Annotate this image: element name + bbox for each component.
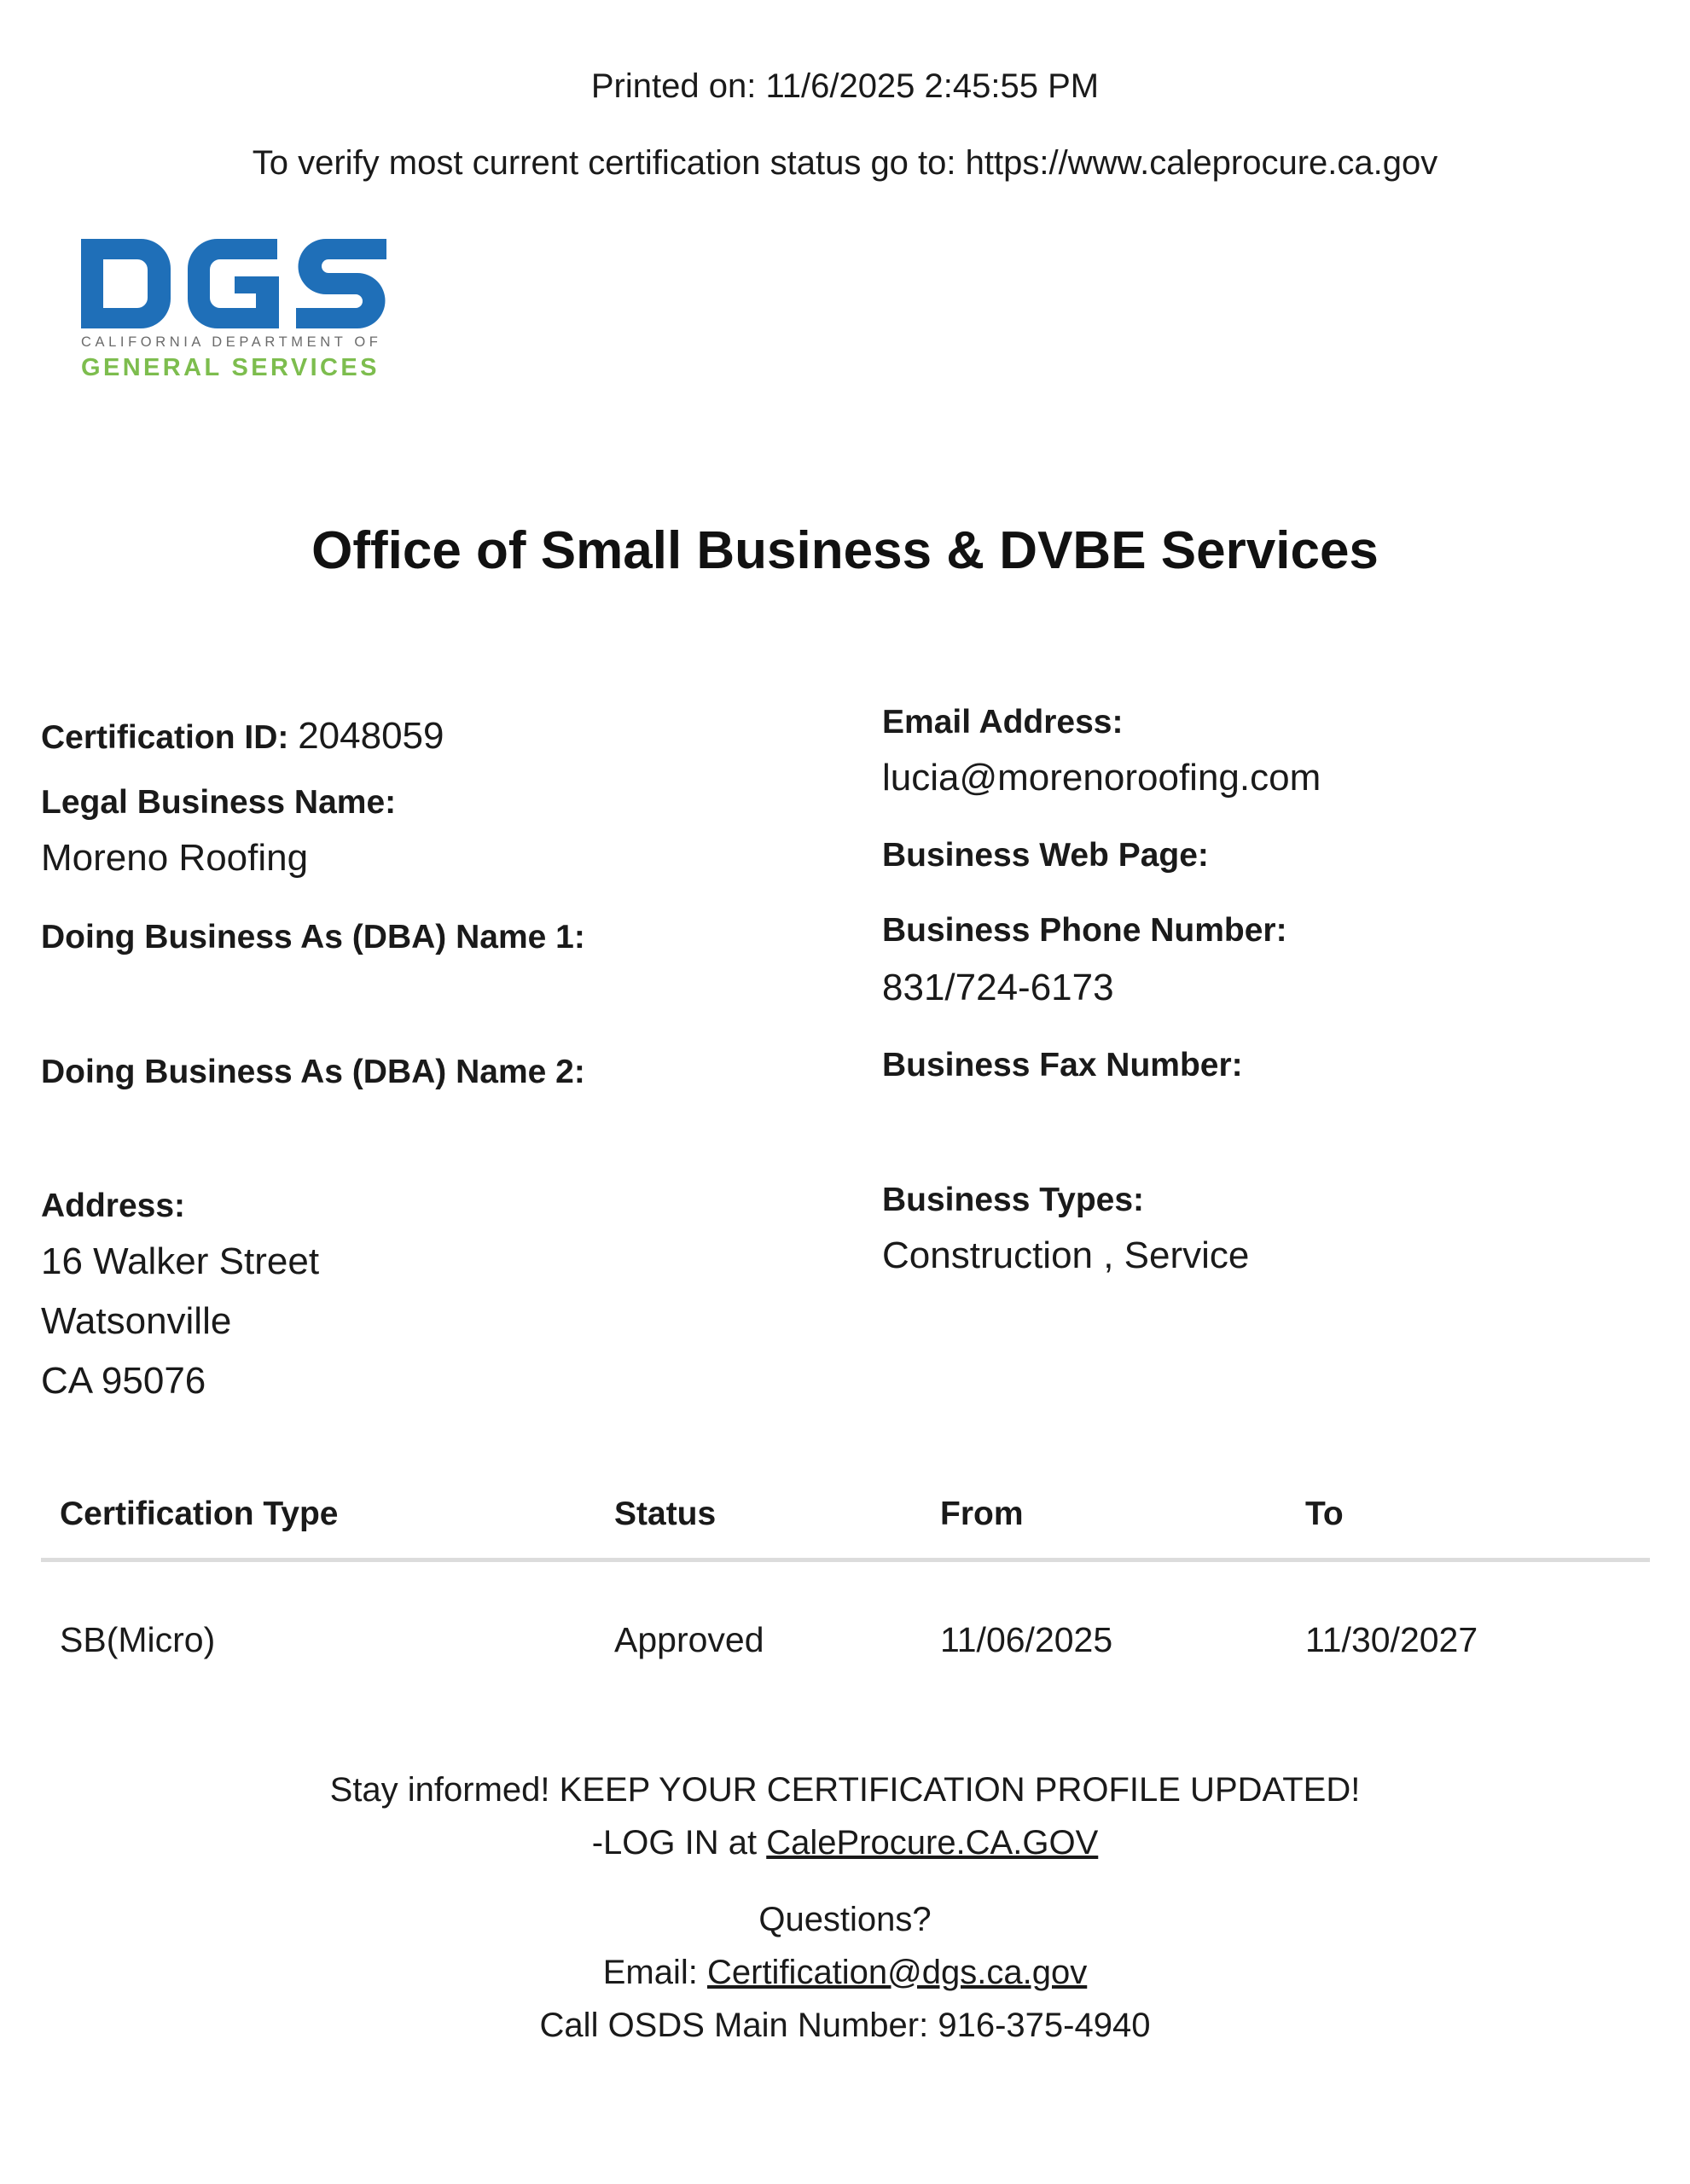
address-line3: CA 95076 xyxy=(41,1360,206,1402)
cell-type: SB(Micro) xyxy=(60,1620,216,1659)
email-prefix: Email: xyxy=(602,1954,707,1991)
cell-to: 11/30/2027 xyxy=(1305,1620,1478,1659)
phone-label: Business Phone Number: xyxy=(882,912,1287,949)
page-title: Office of Small Business & DVBE Services xyxy=(311,521,1379,580)
certification-id-row xyxy=(41,715,444,759)
dba1-label: Doing Business As (DBA) Name 1: xyxy=(41,919,585,956)
caleprocure-link[interactable]: CaleProcure.CA.GOV xyxy=(766,1824,1099,1862)
dgs-logo-mark xyxy=(81,239,388,328)
logo-line1: CALIFORNIA DEPARTMENT OF xyxy=(81,334,382,350)
login-line xyxy=(0,1821,1690,1864)
login-prefix: -LOG IN at xyxy=(591,1824,767,1862)
business-types-value: Construction , Service xyxy=(882,1234,1250,1276)
table-divider xyxy=(41,1558,1650,1562)
business-types-label: Business Types: xyxy=(882,1182,1145,1218)
email-line xyxy=(0,1951,1690,1994)
printed-on: Printed on: 11/6/2025 2:45:55 PM xyxy=(590,67,1100,105)
col-header-status: Status xyxy=(614,1496,717,1532)
dba2-label: Doing Business As (DBA) Name 2: xyxy=(41,1054,585,1090)
questions-text: Questions? xyxy=(758,1901,932,1938)
col-header-type: Certification Type xyxy=(60,1496,339,1532)
email-value: lucia@morenoroofing.com xyxy=(882,757,1321,799)
address-line2: Watsonville xyxy=(41,1300,232,1342)
legal-name-label: Legal Business Name: xyxy=(41,784,397,821)
address-line1: 16 Walker Street xyxy=(41,1240,320,1282)
cell-from: 11/06/2025 xyxy=(940,1620,1113,1659)
certification-id-label: Certification ID: xyxy=(41,719,289,756)
dgs-logo xyxy=(81,239,397,384)
col-header-from: From xyxy=(940,1496,1024,1532)
cell-status: Approved xyxy=(614,1620,764,1659)
web-page-label: Business Web Page: xyxy=(882,837,1209,874)
address-label: Address: xyxy=(41,1188,186,1224)
stay-informed-text: Stay informed! KEEP YOUR CERTIFICATION PROFILE UPDATED! xyxy=(329,1771,1361,1809)
certification-id-value: 2048059 xyxy=(298,715,444,757)
phone-value: 831/724-6173 xyxy=(882,967,1114,1008)
fax-label: Business Fax Number: xyxy=(882,1047,1243,1083)
verify-text: To verify most current certification status go to: https://www.caleprocure.ca.gov xyxy=(252,144,1438,182)
certification-email-link[interactable]: Certification@dgs.ca.gov xyxy=(706,1954,1088,1991)
logo-line2: GENERAL SERVICES xyxy=(81,354,380,381)
email-label: Email Address: xyxy=(882,704,1124,741)
legal-name-value: Moreno Roofing xyxy=(41,837,309,879)
call-number-text: Call OSDS Main Number: 916-375-4940 xyxy=(539,2007,1151,2044)
col-header-to: To xyxy=(1305,1496,1344,1532)
